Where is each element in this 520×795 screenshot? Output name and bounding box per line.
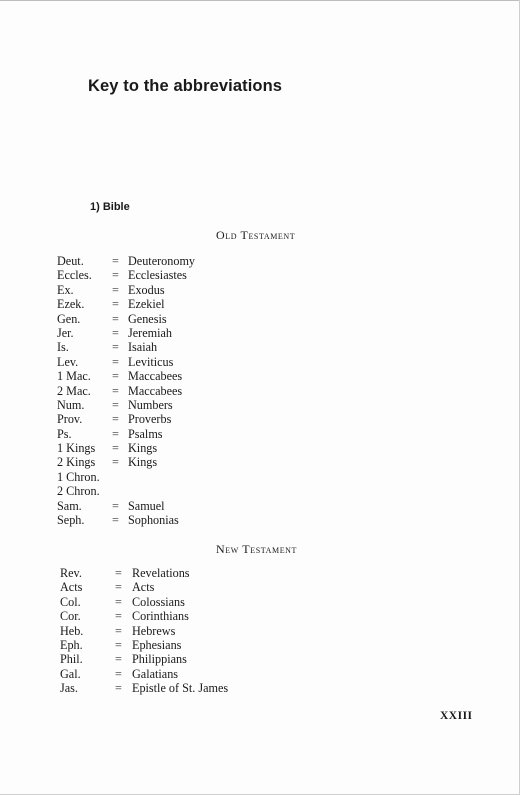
full-name: Epistle of St. James <box>132 681 229 696</box>
equals-sign: = <box>112 455 119 470</box>
equals-sign: = <box>115 666 122 681</box>
abbreviation: 2 Chron. <box>57 484 100 499</box>
abbreviation: Is. <box>57 340 69 355</box>
abbreviation: Acts <box>60 580 83 595</box>
equals-sign: = <box>112 513 119 528</box>
abbreviation: Phil. <box>60 652 83 667</box>
abbreviation: Jer. <box>57 325 74 340</box>
equals-sign: = <box>112 397 119 412</box>
abbreviation: 1 Mac. <box>57 369 91 384</box>
abbreviation: Prov. <box>57 412 83 427</box>
page-edge-top <box>0 0 520 1</box>
abbreviation: 1 Chron. <box>57 469 100 484</box>
abbreviation: Eph. <box>60 637 83 652</box>
full-name: Isaiah <box>128 340 158 355</box>
abbreviation: Gen. <box>57 311 81 326</box>
equals-sign: = <box>115 609 122 624</box>
equals-sign: = <box>112 441 119 456</box>
full-name: Acts <box>132 580 155 595</box>
page-number: XXIII <box>440 710 473 722</box>
abbreviation: Heb. <box>60 623 84 638</box>
equals-sign: = <box>112 325 119 340</box>
equals-sign: = <box>112 268 119 283</box>
new-testament-title: New Testament <box>216 542 298 556</box>
abbreviation: Num. <box>57 397 85 412</box>
full-name: Colossians <box>132 594 185 609</box>
page-title: Key to the abbreviations <box>88 77 283 95</box>
equals-sign: = <box>112 297 119 312</box>
full-name: Sophonias <box>128 513 179 528</box>
equals-sign: = <box>115 594 122 609</box>
equals-sign: = <box>112 354 119 369</box>
abbreviation: Lev. <box>57 354 79 369</box>
abbreviation: Seph. <box>57 513 85 528</box>
abbreviation: Deut. <box>57 254 84 268</box>
full-name: Hebrews <box>132 623 176 638</box>
equals-sign: = <box>115 681 122 696</box>
full-name: Samuel <box>128 498 165 513</box>
old-testament-title: Old Testament <box>216 228 296 242</box>
equals-sign: = <box>115 566 122 580</box>
equals-sign: = <box>115 637 122 652</box>
full-name: Genesis <box>128 311 167 326</box>
equals-sign: = <box>112 254 119 268</box>
full-name: Ephesians <box>132 637 182 652</box>
section-title: 1) Bible <box>90 201 130 213</box>
abbreviation: Sam. <box>57 498 82 513</box>
full-name: Kings <box>128 441 158 456</box>
full-name: Deuteronomy <box>128 254 196 268</box>
abbreviation: Col. <box>60 594 81 609</box>
abbreviation: Eccles. <box>57 268 92 283</box>
full-name: Jeremiah <box>128 325 172 340</box>
abbreviation: 1 Kings <box>57 441 96 456</box>
equals-sign: = <box>115 623 122 638</box>
full-name: Psalms <box>128 426 163 441</box>
abbreviation: Gal. <box>60 666 81 681</box>
full-name: Ecclesiastes <box>128 268 187 283</box>
abbreviation: Ezek. <box>57 297 85 312</box>
equals-sign: = <box>112 340 119 355</box>
full-name: Kings <box>128 455 158 470</box>
equals-sign: = <box>112 282 119 297</box>
equals-sign: = <box>112 498 119 513</box>
full-name: Philippians <box>132 652 187 667</box>
full-name: Numbers <box>128 397 173 412</box>
full-name: Ezekiel <box>128 297 165 312</box>
abbreviation: Ps. <box>57 426 72 441</box>
equals-sign: = <box>112 311 119 326</box>
abbreviation: 2 Mac. <box>57 383 91 398</box>
equals-sign: = <box>112 426 119 441</box>
full-name: Galatians <box>132 666 179 681</box>
full-name: Maccabees <box>128 383 183 398</box>
equals-sign: = <box>112 369 119 384</box>
abbreviation: Jas. <box>60 681 78 696</box>
abbreviation: Cor. <box>60 609 81 624</box>
equals-sign: = <box>112 383 119 398</box>
abbreviation: 2 Kings <box>57 455 96 470</box>
abbreviation: Rev. <box>60 566 82 580</box>
full-name: Leviticus <box>128 354 174 369</box>
equals-sign: = <box>115 580 122 595</box>
full-name: Exodus <box>128 282 165 297</box>
full-name: Maccabees <box>128 369 183 384</box>
equals-sign: = <box>115 652 122 667</box>
abbreviation: Ex. <box>57 282 74 297</box>
full-name: Revelations <box>132 566 190 580</box>
equals-sign: = <box>112 412 119 427</box>
full-name: Proverbs <box>128 412 172 427</box>
full-name: Corinthians <box>132 609 189 624</box>
